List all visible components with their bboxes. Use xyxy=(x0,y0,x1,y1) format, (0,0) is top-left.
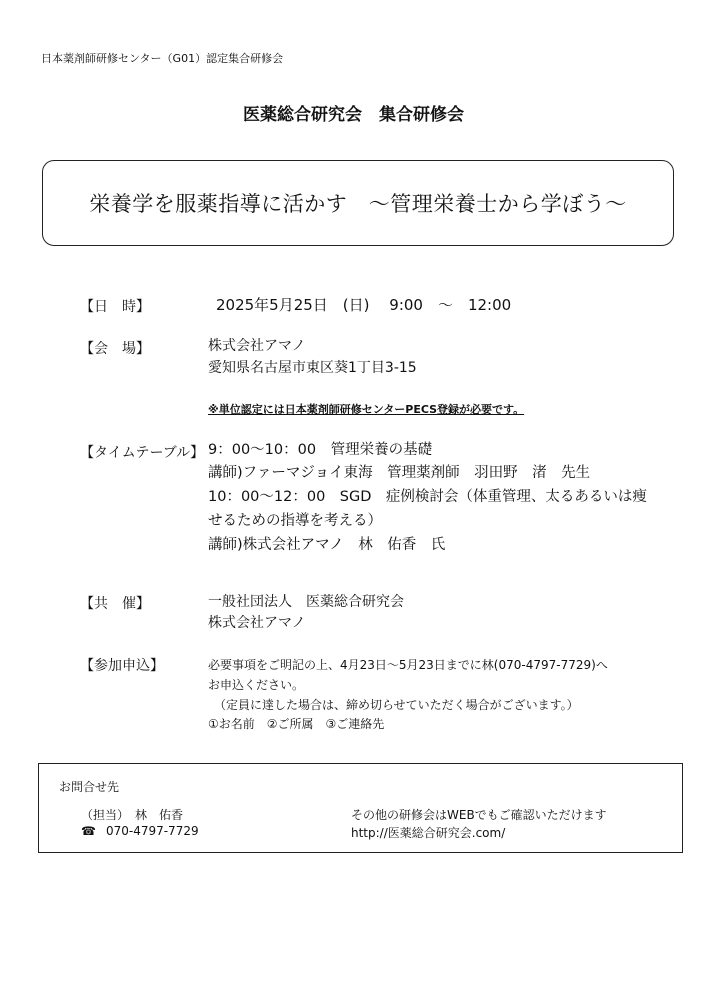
timetable-line-1: 9：00～10：00 管理栄養の基礎 xyxy=(208,442,433,458)
venue-line-1: 株式会社アマノ xyxy=(208,338,306,354)
header-note: 日本薬剤師研修センター（G01）認定集合研修会 xyxy=(41,52,284,65)
contact-heading: お問合せ先 xyxy=(59,780,120,794)
timetable-line-3: 10：00～12：00 SGD 症例検討会（体重管理、太るあるいは痩 xyxy=(208,489,647,505)
venue-label: 【会 場】 xyxy=(80,341,150,357)
timetable-label: 【タイムテーブル】 xyxy=(80,445,205,461)
application-line-2: お申込ください。 xyxy=(208,678,305,692)
sponsor-line-1: 一般社団法人 医薬総合研究会 xyxy=(208,594,404,610)
application-label: 【参加申込】 xyxy=(80,658,164,674)
timetable-line-2: 講師)ファーマジョイ東海 管理薬剤師 羽田野 渚 先生 xyxy=(208,465,591,481)
contact-web-note: その他の研修会はWEBでもご確認いただけます xyxy=(351,808,607,822)
venue-line-2: 愛知県名古屋市東区葵1丁目3-15 xyxy=(208,360,417,376)
pecs-note: ※単位認定には日本薬剤師研修センターPECS登録が必要です。 xyxy=(208,403,525,416)
contact-url[interactable]: http://医薬総合研究会.com/ xyxy=(351,826,506,840)
contact-person: （担当） 林 佑香 xyxy=(81,808,184,822)
timetable-line-4: せるための指導を考える） xyxy=(208,513,382,529)
application-line-4: ①お名前 ②ご所属 ③ご連絡先 xyxy=(208,717,385,731)
schedule-value: 2025年5月25日 (日) 9:00 ～ 12:00 xyxy=(216,296,512,314)
schedule-label: 【日 時】 xyxy=(80,299,150,315)
phone-icon: ☎ xyxy=(81,824,96,838)
timetable-line-5: 講師)株式会社アマノ 林 佑香 氏 xyxy=(208,537,446,553)
contact-box xyxy=(38,763,683,853)
event-title-box xyxy=(42,160,674,246)
application-line-1: 必要事項をご明記の上、4月23日～5月23日までに林(070-4797-7729)へ xyxy=(208,658,608,672)
event-title: 栄養学を服薬指導に活かす ～管理栄養士から学ぼう～ xyxy=(89,192,627,216)
sponsor-line-2: 株式会社アマノ xyxy=(208,615,306,631)
contact-phone-row xyxy=(81,824,199,838)
application-line-3: （定員に達した場合は、締め切らせていただく場合がございます。） xyxy=(214,698,579,712)
contact-phone: 070-4797-7729 xyxy=(105,824,199,838)
document-title: 医薬総合研究会 集合研修会 xyxy=(243,105,464,125)
sponsors-label: 【共 催】 xyxy=(80,596,150,612)
